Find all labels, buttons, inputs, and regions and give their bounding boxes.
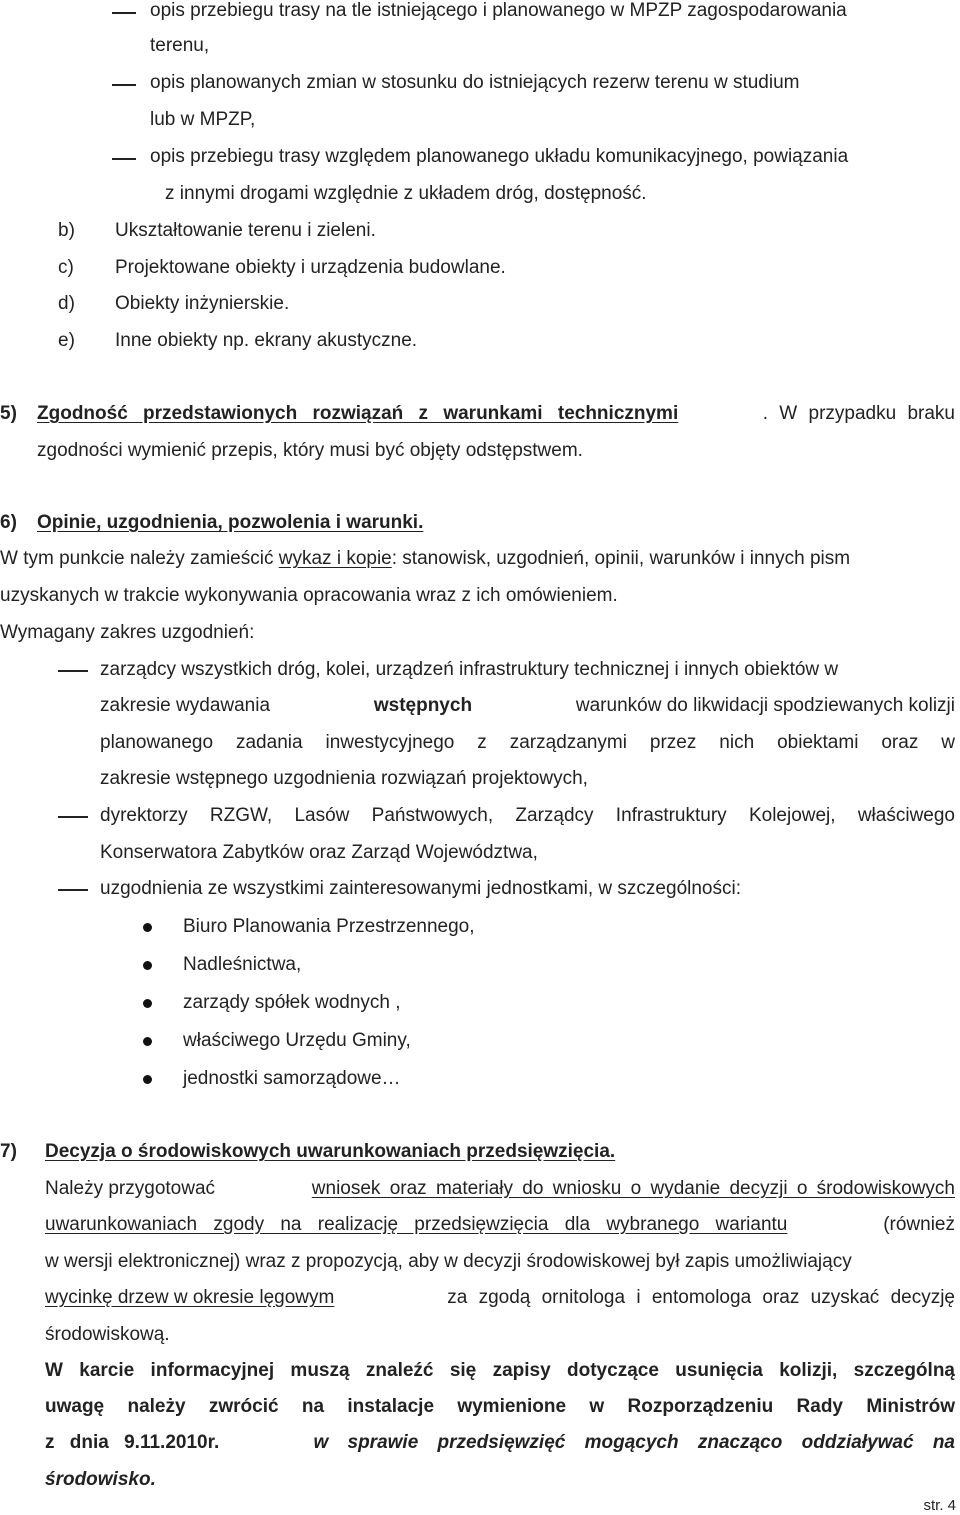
bold-paragraph-line: W karcie informacyjnej muszą znaleźć się zapisy dotyczące usunięcia kolizji, szczególną xyxy=(45,1360,955,1381)
paragraph-line: w wersji elektronicznej) wraz z propozycją, aby w decyzji środowiskowej był zapis umożliwiający xyxy=(45,1251,852,1272)
underlined-text: wycinkę drzew w okresie lęgowym xyxy=(45,1287,335,1308)
bullet-item: jednostki samorządowe… xyxy=(183,1068,401,1089)
paragraph-text: W tym punkcie należy zamieścić xyxy=(0,548,279,569)
bullet-item: Biuro Planowania Przestrzennego, xyxy=(183,916,475,937)
underlined-text: wniosek oraz materiały do wniosku o wydanie decyzji o środowiskowych xyxy=(311,1178,955,1199)
bullet-dot-icon xyxy=(143,1075,152,1084)
dash-bullet-icon xyxy=(112,12,136,14)
list-item-text: zarządcy wszystkich dróg, kolei, urządzeń infrastruktury technicznej i innych obiektów w xyxy=(100,659,839,680)
list-item: Ukształtowanie terenu i zieleni. xyxy=(115,220,376,241)
list-item: Inne obiekty np. ekrany akustyczne. xyxy=(115,330,418,351)
bold-paragraph-line: uwagę należy zwrócić na instalacje wymienione w Rozporządzeniu Rady Ministrów xyxy=(45,1396,955,1417)
underlined-text: wykaz i kopie xyxy=(278,548,392,569)
list-letter: c) xyxy=(58,257,74,278)
bullet-item: właściwego Urzędu Gminy, xyxy=(183,1030,411,1051)
paragraph-text: za zgodą ornitologa i entomologa oraz uzyskać decyzję xyxy=(447,1287,955,1308)
list-item: Projektowane obiekty i urządzenia budowlane. xyxy=(115,257,506,278)
list-item-line: uzgodnienia ze wszystkimi zainteresowanymi jednostkami, w szczególności: xyxy=(100,878,741,899)
list-item-line: Konserwatora Zabytków oraz Zarząd Województwa, xyxy=(100,842,538,863)
bullet-dot-icon xyxy=(143,923,152,932)
bullet-dot-icon xyxy=(143,1037,152,1046)
paragraph-text: Należy przygotować xyxy=(45,1178,216,1199)
list-item-line: zakresie wstępnego uzgodnienia rozwiązań projektowych, xyxy=(100,768,588,789)
italic-bold-text: środowisko. xyxy=(45,1469,156,1490)
bullet-dot-icon xyxy=(143,961,152,970)
section-number: 6) xyxy=(0,512,17,533)
bullet-dot-icon xyxy=(143,999,152,1008)
paragraph-line: zgodności wymienić przepis, który musi być objęty odstępstwem. xyxy=(37,440,583,461)
list-item: terenu, xyxy=(150,35,210,56)
section-heading: Zgodność przedstawionych rozwiązań z warunkami technicznymi xyxy=(37,403,679,424)
paragraph-text: : stanowisk, uzgodnień, opinii, warunków i innych pism xyxy=(391,548,851,569)
paragraph-text: (również xyxy=(883,1214,955,1235)
section-heading: Decyzja o środowiskowych uwarunkowaniach przedsięwzięcia. xyxy=(45,1141,616,1162)
paragraph-line: uzyskanych w trakcie wykonywania opracowania wraz z ich omówieniem. xyxy=(0,585,618,606)
paragraph-line: środowiskową. xyxy=(45,1324,170,1345)
dash-bullet-icon xyxy=(58,816,88,818)
list-item-line xyxy=(100,659,955,681)
underlined-text: uwarunkowaniach zgody na realizację przedsięwzięcia dla wybranego wariantu xyxy=(45,1214,788,1235)
list-item-line xyxy=(100,695,955,717)
italic-bold-text: w sprawie przedsięwzięć mogących znacząco oddziaływać na xyxy=(313,1432,955,1453)
list-item-text: zakresie wydawania xyxy=(100,695,271,716)
list-item-line: dyrektorzy RZGW, Lasów Państwowych, Zarządcy Infrastruktury Kolejowej, właściwego xyxy=(100,805,955,826)
bold-paragraph-line xyxy=(45,1432,955,1454)
list-item: opis przebiegu trasy na tle istniejącego i planowanego w MPZP zagospodarowania xyxy=(150,0,847,21)
dash-bullet-icon xyxy=(112,158,136,160)
list-item: opis przebiegu trasy względem planowanego układu komunikacyjnego, powiązania xyxy=(150,146,849,167)
list-item: z innymi drogami względnie z układem dróg, dostępność. xyxy=(165,183,647,204)
section-5-heading-line xyxy=(37,403,955,425)
section-number: 7) xyxy=(0,1141,17,1162)
section-text: . W przypadku braku xyxy=(762,403,955,424)
paragraph-line xyxy=(45,1178,955,1200)
list-letter: e) xyxy=(58,330,75,351)
list-item-text: warunków do likwidacji spodziewanych kolizji xyxy=(575,695,955,716)
bullet-item: zarządy spółek wodnych , xyxy=(183,992,401,1013)
dash-bullet-icon xyxy=(112,84,136,86)
list-letter: d) xyxy=(58,293,75,314)
dash-bullet-icon xyxy=(58,670,88,672)
bullet-item: Nadleśnictwa, xyxy=(183,954,302,975)
section-number: 5) xyxy=(0,403,17,424)
bold-text: z dnia 9.11.2010r. xyxy=(45,1432,220,1453)
section-heading: Opinie, uzgodnienia, pozwolenia i warunki. xyxy=(37,512,424,533)
paragraph-line xyxy=(0,548,850,570)
list-letter: b) xyxy=(58,220,75,241)
paragraph-line: Wymagany zakres uzgodnień: xyxy=(0,622,255,643)
list-item: Obiekty inżynierskie. xyxy=(115,293,290,314)
paragraph-line xyxy=(45,1287,955,1309)
dash-bullet-icon xyxy=(58,889,88,891)
list-item-line: planowanego zadania inwestycyjnego z zarządzanymi przez nich obiektami oraz w xyxy=(100,732,955,753)
paragraph-line xyxy=(45,1214,955,1236)
list-item: opis planowanych zmian w stosunku do istniejących rezerw terenu w studium xyxy=(150,72,800,93)
list-item: lub w MPZP, xyxy=(150,109,256,130)
bold-text: wstępnych xyxy=(373,695,473,716)
page-number: str. 4 xyxy=(923,1497,956,1514)
